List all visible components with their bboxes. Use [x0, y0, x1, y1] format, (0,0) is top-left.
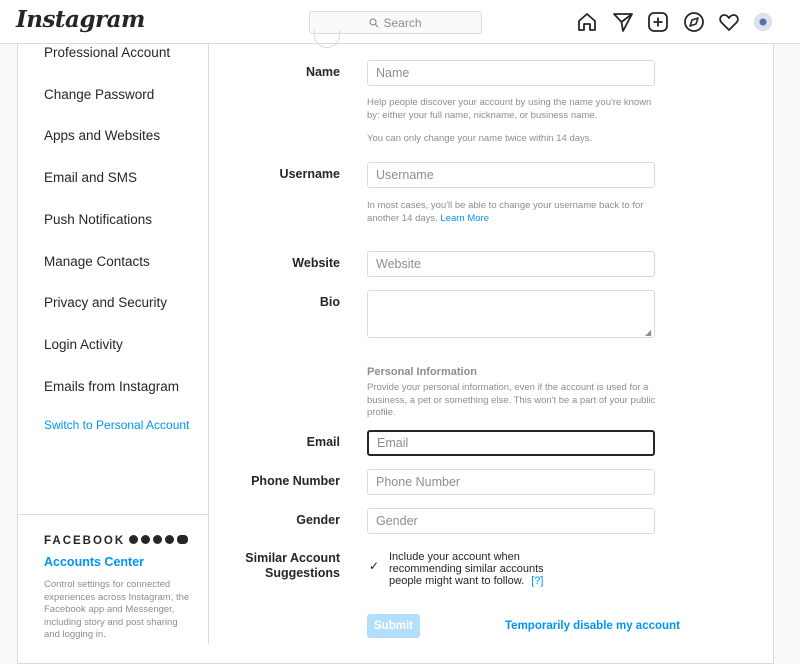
name-label: Name — [305, 65, 340, 79]
website-label: Website — [292, 256, 340, 270]
sidebar-item-manage-contacts[interactable]: Manage Contacts — [44, 254, 150, 269]
similar-suggestions-label — [245, 551, 340, 581]
oculus-icon — [177, 535, 188, 544]
bio-label: Bio — [319, 295, 340, 309]
search-icon — [369, 18, 379, 28]
sidebar-item-login-activity[interactable]: Login Activity — [44, 337, 123, 352]
instagram-icon — [153, 535, 162, 544]
username-input[interactable] — [367, 162, 655, 188]
search-placeholder: Search — [383, 15, 422, 30]
sidebar-item-emails-from-instagram[interactable]: Emails from Instagram — [44, 379, 180, 394]
sidebar-item-push-notifications[interactable]: Push Notifications — [44, 212, 153, 227]
facebook-accounts-center — [18, 514, 208, 654]
username-label: Username — [279, 167, 340, 181]
learn-more-link[interactable]: Learn More — [440, 212, 490, 224]
resize-handle-icon[interactable]: ◢ — [645, 328, 652, 337]
explore-icon[interactable] — [683, 11, 705, 33]
direct-icon[interactable] — [612, 11, 634, 33]
disable-account-link[interactable]: Temporarily disable my account — [505, 620, 680, 632]
messenger-icon — [141, 535, 150, 544]
email-input[interactable] — [367, 430, 655, 456]
similar-suggestions-description: Include your account when recommending similar accounts people might want to follow. — [389, 551, 544, 587]
accounts-center-description: Control settings for connected experiences across Instagram, the Facebook app and Messenger, including story and post sharing and logging in. — [44, 579, 190, 640]
sidebar-item-email-sms[interactable]: Email and SMS — [44, 170, 138, 185]
website-input[interactable] — [367, 251, 655, 277]
gender-label: Gender — [296, 513, 340, 527]
profile-photo-edge[interactable] — [314, 30, 340, 48]
sidebar-item-apps-websites[interactable]: Apps and Websites — [44, 128, 161, 143]
name-help: Help people discover your account by using the name you're known by: either your full name, nickname, or business name. — [367, 97, 652, 121]
sidebar-item-switch-personal[interactable]: Switch to Personal Account — [44, 418, 190, 432]
facebook-family-icons — [129, 535, 191, 544]
settings-container — [17, 44, 774, 664]
submit-button[interactable]: Submit — [367, 614, 420, 638]
similar-label-line1: Similar Account — [245, 551, 340, 565]
name-input[interactable] — [367, 60, 655, 86]
whatsapp-icon — [165, 535, 174, 544]
similar-suggestions-text — [389, 551, 561, 587]
similar-help-link[interactable]: [?] — [531, 575, 544, 587]
top-nav — [0, 0, 800, 44]
similar-label-line2: Suggestions — [264, 566, 340, 580]
username-help-text: In most cases, you'll be able to change your username back to for another 14 days. — [367, 200, 644, 224]
email-label: Email — [306, 435, 340, 449]
settings-sidebar — [18, 44, 209, 644]
username-help — [367, 200, 663, 225]
bio-input[interactable] — [367, 290, 655, 338]
accounts-center-link[interactable]: Accounts Center — [44, 555, 145, 569]
sidebar-item-change-password[interactable]: Change Password — [44, 87, 155, 102]
phone-input[interactable] — [367, 469, 655, 495]
new-post-icon[interactable] — [647, 11, 669, 33]
instagram-logo[interactable]: Instagram — [16, 6, 145, 33]
facebook-wordmark: FACEBOOK — [44, 535, 126, 547]
avatar[interactable] — [754, 13, 772, 31]
similar-suggestions-checkbox[interactable]: ✓ — [369, 559, 380, 573]
facebook-icon — [129, 535, 138, 544]
sidebar-item-professional-account[interactable]: Professional Account — [44, 45, 171, 60]
name-change-limit: You can only change your name twice within 14 days. — [367, 133, 593, 144]
sidebar-item-privacy-security[interactable]: Privacy and Security — [44, 295, 168, 310]
personal-info-help: Provide your personal information, even if the account is used for a business, a pet or something else. This won't be a part of your public profile. — [367, 382, 656, 418]
activity-icon[interactable] — [718, 11, 740, 33]
personal-info-title: Personal Information — [367, 366, 478, 378]
phone-label: Phone Number — [251, 474, 340, 488]
gender-input[interactable] — [367, 508, 655, 534]
home-icon[interactable] — [576, 11, 598, 33]
